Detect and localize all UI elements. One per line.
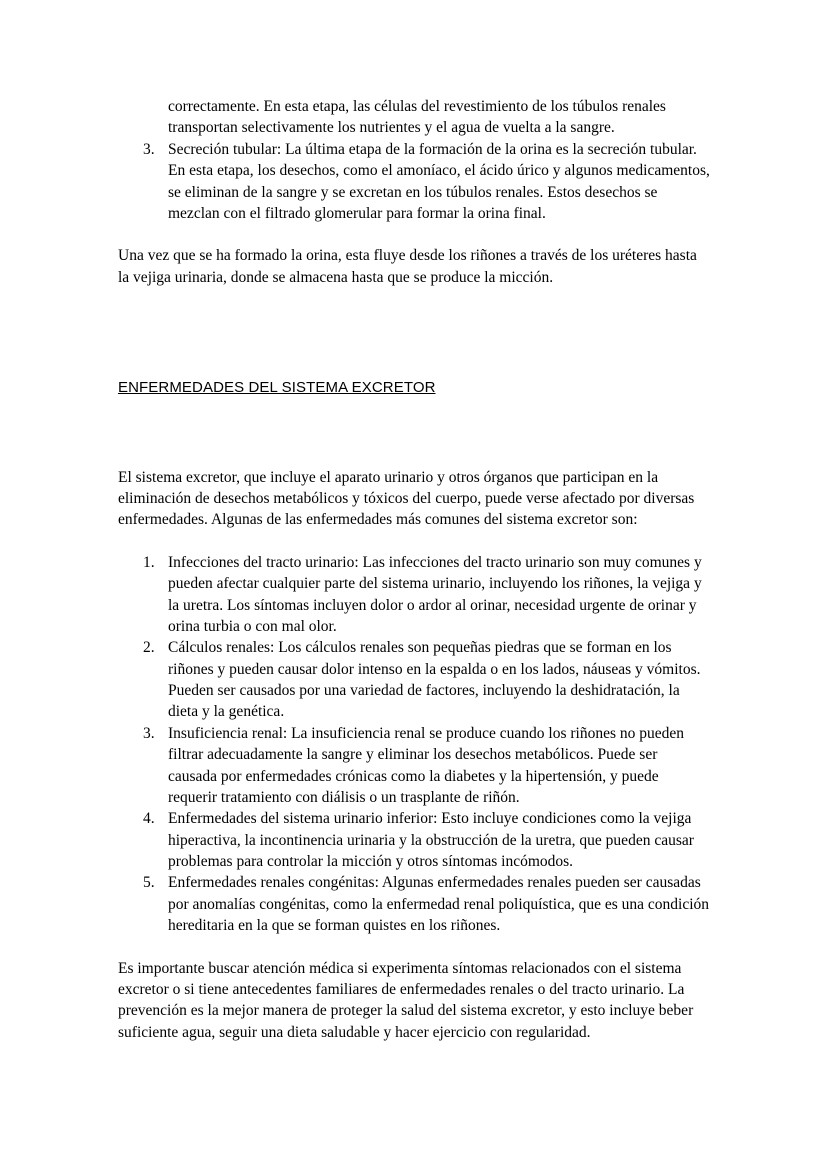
list-item-renales-congenitas — [118, 872, 710, 936]
list-item-text: Secreción tubular: La última etapa de la formación de la orina es la secreción tubular. En esta etapa, los desechos, como el amoníaco, el ácido úrico y algunos medicamentos, se eliminan de la sangre y se excretan en los túbulos renales. Estos desechos se mezclan con el filtrado glomerular para formar la orina final. — [168, 140, 710, 222]
paragraph-continuation: correctamente. En esta etapa, las células del revestimiento de los túbulos renales transportan selectivamente los nutrientes y el agua de vuelta a la sangre. — [168, 98, 666, 137]
paragraph-urine-flow: Una vez que se ha formado la orina, esta fluye desde los riñones a través de los uréteres hasta la vejiga urinaria, donde se almacena hasta que se produce la micción. — [118, 247, 697, 286]
list-item-number: 5. — [143, 874, 155, 892]
document-content — [118, 96, 710, 1043]
list-item-number: 3. — [143, 140, 155, 158]
list-item-number: 3. — [143, 724, 155, 742]
list-item-number: 2. — [143, 639, 155, 657]
list-item-infecciones — [118, 552, 710, 638]
list-item-text: Infecciones del tracto urinario: Las infecciones del tracto urinario son muy comunes y pueden afectar cualquier parte del sistema urinario, incluyendo los riñones, la vejiga y la uretra. Los síntomas incluyen dolor o ardor al orinar, necesidad urgente de orinar y orina turbia o con mal olor. — [168, 553, 702, 635]
list-item-calculos-renales — [118, 637, 710, 723]
list-item-text: Insuficiencia renal: La insuficiencia renal se produce cuando los riñones no pueden filtrar adecuadamente la sangre y eliminar los desechos metabólicos. Puede ser causada por enfermedades crónicas como la diabetes y la hipertensión, y puede requerir tratamiento con diálisis o un trasplante de riñón. — [168, 724, 685, 806]
list-item-text: Cálculos renales: Los cálculos renales son pequeñas piedras que se forman en los riñones y pueden causar dolor intenso en la espalda o en los lados, náuseas y vómitos. Pueden ser causados por una variedad de factores, incluyendo la deshidratación, la dieta y la genética. — [168, 639, 701, 721]
list-item-sistema-urinario-inferior — [118, 808, 710, 872]
list-item-text: Enfermedades del sistema urinario inferior: Esto incluye condiciones como la vejiga hiperactiva, la incontinencia urinaria y la obstrucción de la uretra, que pueden causar problemas para controlar la micción y otros síntomas incómodos. — [168, 810, 694, 871]
section-heading: ENFERMEDADES DEL SISTEMA EXCRETOR — [118, 379, 436, 396]
list-item-insuficiencia-renal — [118, 723, 710, 809]
list-item-number: 1. — [143, 553, 155, 571]
paragraph-closing: Es importante buscar atención médica si experimenta síntomas relacionados con el sistema excretor o si tiene antecedentes familiares de enfermedades renales o del tracto urinario. La prevención es la mejor manera de proteger la salud del sistema excretor, y esto incluye beber suficiente agua, seguir una dieta saludable y hacer ejercicio con regularidad. — [118, 959, 694, 1041]
urine-formation-list — [118, 139, 710, 225]
list-item-secrecion-tubular — [118, 139, 710, 225]
list-item-text: Enfermedades renales congénitas: Algunas enfermedades renales pueden ser causadas por anomalías congénitas, como la enfermedad renal poliquística, que es una condición hereditaria en la que se forman quistes en los riñones. — [168, 874, 710, 935]
list-item-number: 4. — [143, 810, 155, 828]
paragraph-intro: El sistema excretor, que incluye el aparato urinario y otros órganos que participan en la eliminación de desechos metabólicos y tóxicos del cuerpo, puede verse afectado por diversas enfermedades. Algunas de las enfermedades más comunes del sistema excretor son: — [118, 468, 695, 529]
diseases-list — [118, 552, 710, 937]
